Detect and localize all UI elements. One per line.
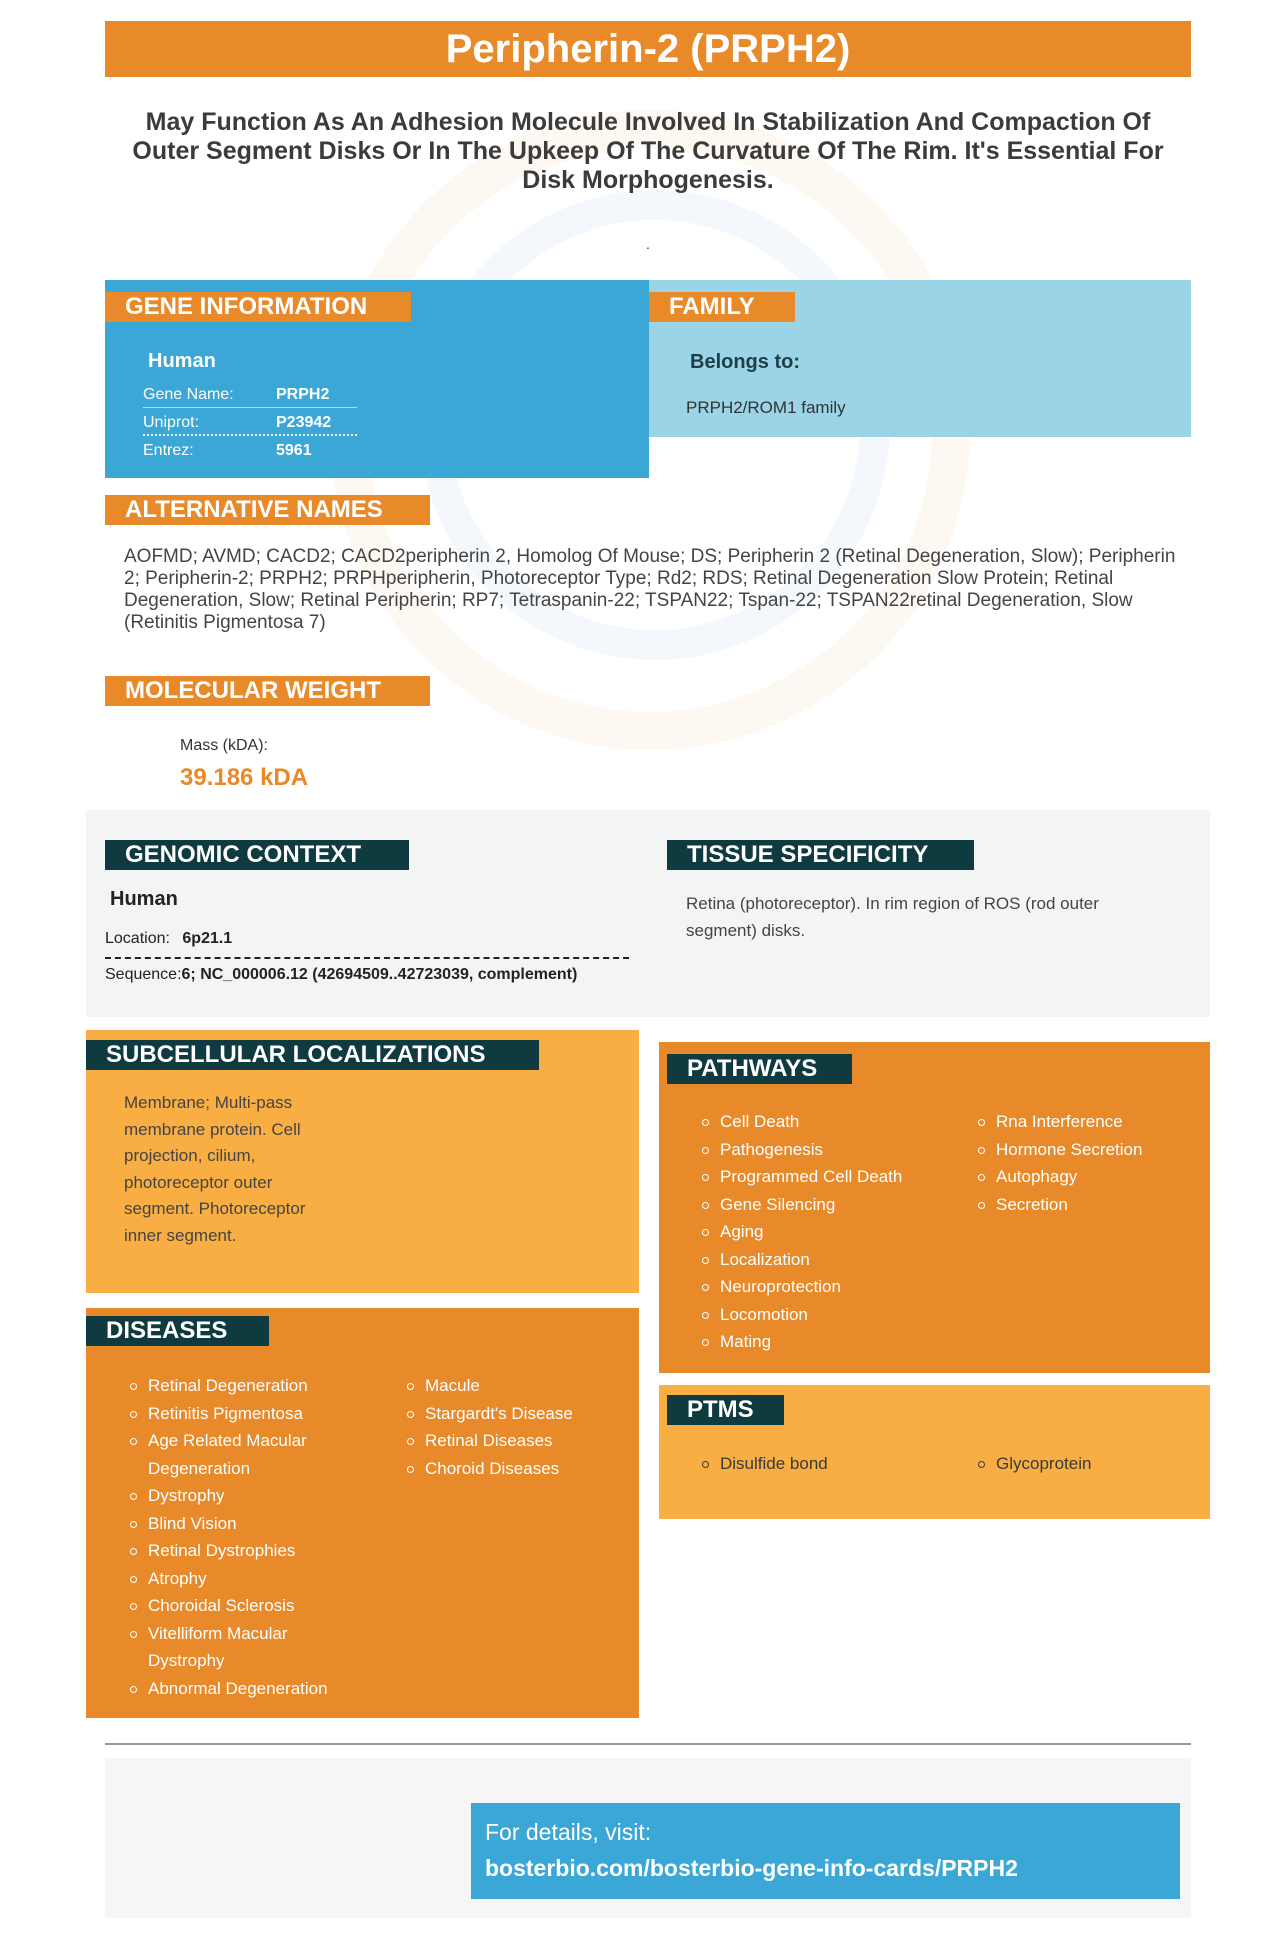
alternative-names-heading: ALTERNATIVE NAMES [105, 495, 430, 525]
disease-item: Dystrophy [128, 1482, 358, 1510]
gene-name-label: Gene Name: [143, 386, 234, 403]
pathway-item: Neuroprotection [700, 1273, 950, 1301]
gene-name-value: PRPH2 [276, 386, 330, 403]
genomic-location-label: Location: [105, 930, 170, 947]
pathway-item: Programmed Cell Death [700, 1163, 950, 1191]
details-prompt: For details, visit: [485, 1819, 652, 1845]
tissue-specificity-text: Retina (photoreceptor). In rim region of ROS (rod outer segment) disks. [686, 894, 1099, 940]
separator-dot: . [646, 236, 650, 252]
genomic-sequence-label: Sequence: [105, 966, 182, 983]
genomic-location-value: 6p21.1 [182, 930, 233, 947]
family-panel [649, 280, 1191, 437]
gene-species: Human [148, 350, 216, 372]
uniprot-label: Uniprot: [143, 414, 200, 431]
footer-divider [105, 1743, 1191, 1745]
uniprot-value: P23942 [276, 414, 332, 431]
disease-item: Choroid Diseases [405, 1455, 635, 1483]
disease-item: Atrophy [128, 1565, 358, 1593]
genomic-context-heading: GENOMIC CONTEXT [105, 840, 409, 870]
disease-item: Retinitis Pigmentosa [128, 1400, 358, 1428]
subcellular-heading: SUBCELLULAR LOCALIZATIONS [86, 1040, 539, 1070]
pathway-item: Localization [700, 1246, 950, 1274]
pathway-item: Locomotion [700, 1301, 950, 1329]
disease-item: Blind Vision [128, 1510, 358, 1538]
diseases-list-col1 [128, 1372, 358, 1702]
page-title: Peripherin-2 (PRPH2) [105, 21, 1191, 77]
ptm-item: Glycoprotein [976, 1450, 1196, 1478]
pathway-item: Rna Interference [976, 1108, 1196, 1136]
disease-item: Retinal Degeneration [128, 1372, 358, 1400]
pathway-item: Cell Death [700, 1108, 950, 1136]
details-callout [471, 1803, 1180, 1899]
pathway-item: Secretion [976, 1191, 1196, 1219]
gene-information-heading: GENE INFORMATION [105, 292, 411, 322]
entrez-label: Entrez: [143, 442, 194, 459]
ptm-item: Disulfide bond [700, 1450, 950, 1478]
alternative-names-text: AOFMD; AVMD; CACD2; CACD2peripherin 2, Homolog Of Mouse; DS; Peripherin 2 (Retinal Degeneration, Slow); Peripherin 2; Peripherin-2; PRPH2; PRPHperipherin, Photoreceptor Type; Rd2; RDS; Retinal Degeneration Slow Protein; Retinal Degeneration, Slow; Retinal Peripherin; RP7; Tetraspanin-22; TSPAN22; Tspan-22; TSPAN22retinal Degeneration, Slow (Retinitis Pigmentosa 7) [124, 546, 1176, 633]
disease-item: Vitelliform Macular Dystrophy [128, 1620, 358, 1675]
tissue-specificity-heading: TISSUE SPECIFICITY [667, 840, 974, 870]
pathway-item: Pathogenesis [700, 1136, 950, 1164]
disease-item: Abnormal Degeneration [128, 1675, 358, 1703]
mass-label: Mass (kDA): [180, 737, 268, 754]
pathways-heading: PATHWAYS [667, 1054, 852, 1084]
pathway-item: Hormone Secretion [976, 1136, 1196, 1164]
genomic-sequence-row [105, 966, 577, 984]
disease-item: Retinal Diseases [405, 1427, 635, 1455]
uniprot-row [143, 409, 357, 436]
genomic-location-row [105, 930, 232, 948]
pathway-item: Mating [700, 1328, 950, 1356]
pathway-item: Aging [700, 1218, 950, 1246]
ptms-list-col1 [700, 1450, 950, 1478]
protein-function-description: May Function As An Adhesion Molecule Involved In Stabilization And Compaction Of Outer Segment Disks Or In The Upkeep Of The Curvature Of The Rim. It's Essential For Disk Morphogenesis. [132, 108, 1164, 194]
gene-name-row [143, 381, 357, 408]
family-heading: FAMILY [649, 292, 795, 322]
diseases-list-col2 [405, 1372, 635, 1482]
disease-item: Macule [405, 1372, 635, 1400]
genomic-sequence-value: 6; NC_000006.12 (42694509..42723039, complement) [181, 966, 578, 983]
disease-item: Age Related Macular Degeneration [128, 1427, 358, 1482]
pathway-item: Autophagy [976, 1163, 1196, 1191]
entrez-row [143, 437, 357, 464]
subcellular-text: Membrane; Multi-pass membrane protein. Cell projection, cilium, photoreceptor outer segment. Photoreceptor inner segment. [124, 1093, 306, 1245]
pathways-list-col2 [976, 1108, 1196, 1218]
gene-information-panel [105, 280, 649, 478]
ptms-list-col2 [976, 1450, 1196, 1478]
ptms-heading: PTMS [667, 1395, 784, 1425]
details-link[interactable]: bosterbio.com/bosterbio-gene-info-cards/PRPH2 [485, 1855, 1018, 1881]
molecular-weight-heading: MOLECULAR WEIGHT [105, 676, 430, 706]
pathway-item: Gene Silencing [700, 1191, 950, 1219]
disease-item: Choroidal Sclerosis [128, 1592, 358, 1620]
mass-value: 39.186 kDA [180, 764, 309, 791]
disease-item: Stargardt's Disease [405, 1400, 635, 1428]
pathways-list-col1 [700, 1108, 950, 1356]
genomic-divider [105, 957, 629, 959]
family-belongs-label: Belongs to: [690, 351, 800, 373]
diseases-heading: DISEASES [86, 1316, 269, 1346]
family-value: PRPH2/ROM1 family [686, 398, 846, 417]
genomic-species: Human [110, 888, 178, 910]
entrez-value: 5961 [276, 442, 312, 459]
disease-item: Retinal Dystrophies [128, 1537, 358, 1565]
